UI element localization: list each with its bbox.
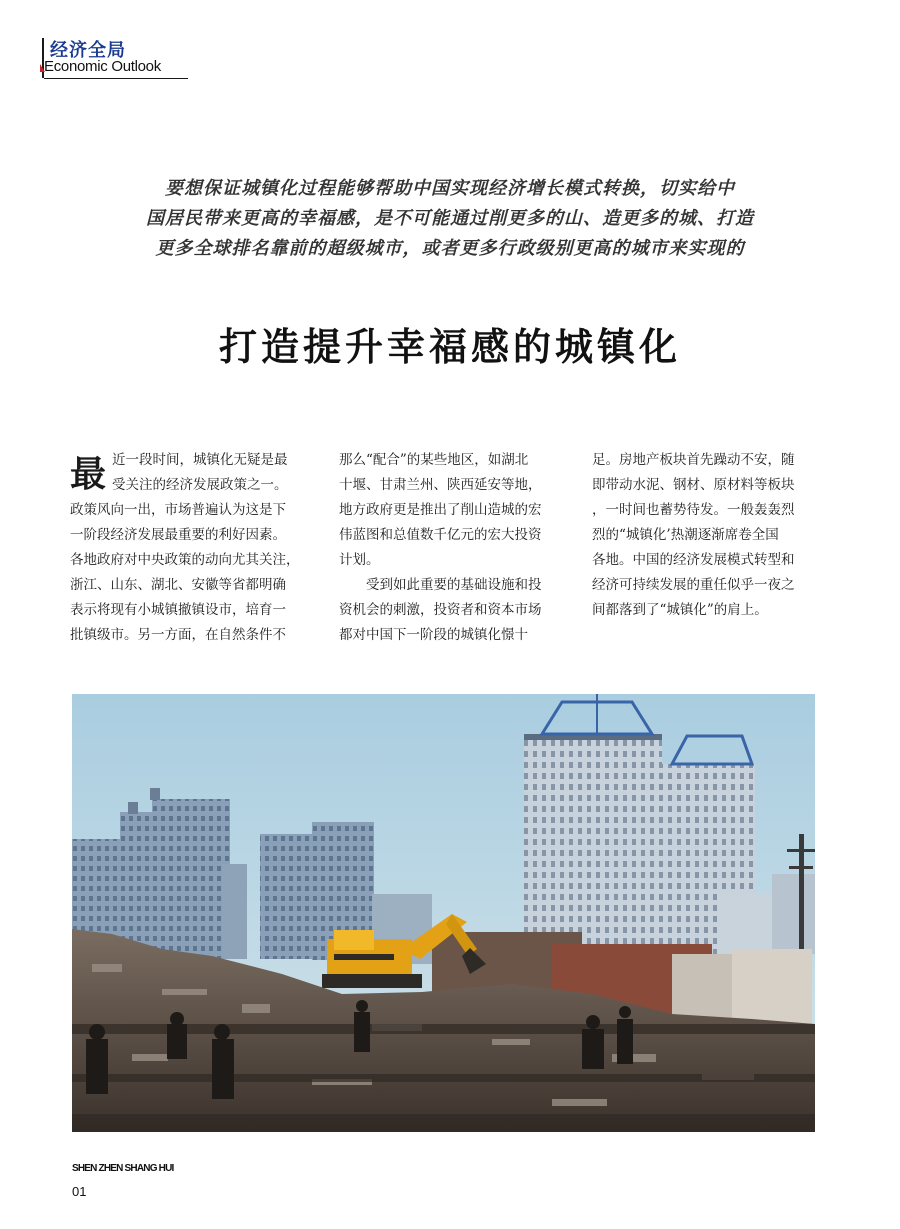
section-title-cn: 经济全局 [50, 40, 126, 61]
section-title-en: Economic Outlook [44, 58, 161, 75]
magazine-name: SHEN ZHEN SHANG HUI [72, 1163, 174, 1174]
page-number: 01 [72, 1184, 87, 1199]
body-line: 近一段时间，城镇化无疑是最 [112, 452, 288, 468]
body-line: 受关注的经济发展政策之一。 [112, 477, 288, 493]
lead-paragraph [120, 174, 780, 264]
article-column-3 [592, 448, 836, 623]
lead-line: 更多全球排名靠前的超级城市，或者更多行政级别更高的城市来实现的 [155, 238, 745, 259]
lead-line: 要想保证城镇化过程能够帮助中国实现经济增长模式转换，切实给中 [165, 178, 735, 199]
body-line: 表示将现有小城镇撤镇设市，培育一 [70, 602, 286, 618]
body-line: 政策风向一出，市场普遍认为这是下 [70, 502, 286, 518]
body-line: 烈的“城镇化’热潮逐渐席卷全国 [592, 527, 779, 543]
body-line: 都对中国下一阶段的城镇化憬十 [339, 627, 528, 643]
body-line: 经济可持续发展的重任似乎一夜之 [592, 577, 795, 593]
body-line: 受到如此重要的基础设施和投 [366, 577, 542, 593]
body-line: 浙江、山东、湖北、安徽等省都明确 [70, 577, 286, 593]
body-line: ，一时间也蓄势待发。一般轰轰烈 [592, 502, 795, 518]
body-line: 一阶段经济发展最重要的利好因素。 [70, 527, 286, 543]
body-line: 批镇级市。另一方面，在自然条件不 [70, 627, 286, 643]
article-column-1 [70, 448, 314, 648]
section-tag-underline [44, 78, 188, 79]
body-line: 伟蓝图和总值数千亿元的宏大投资 [339, 527, 542, 543]
body-line: 各地。中国的经济发展模式转型和 [592, 552, 795, 568]
body-line: 各地政府对中央政策的动向尤其关注， [70, 552, 300, 568]
body-line: 资机会的刺激，投资者和资本市场 [339, 602, 542, 618]
body-line: 地方政府更是推出了削山造城的宏 [339, 502, 542, 518]
lead-line: 国居民带来更高的幸福感，是不可能通过削更多的山、造更多的城、打造 [146, 208, 754, 229]
body-line: 那么“配合”的某些地区，如湖北 [339, 452, 529, 468]
body-line: 十堰、甘肃兰州、陕西延安等地， [339, 477, 542, 493]
demolition-site-photo [72, 694, 815, 1132]
article-title: 打造提升幸福感的城镇化 [218, 324, 681, 369]
drop-cap: 最 [70, 453, 107, 495]
article-column-2 [339, 448, 583, 648]
body-line: 间都落到了“城镇化”的肩上。 [592, 602, 768, 618]
body-line: 即带动水泥、钢材、原材料等板块 [592, 477, 795, 493]
body-line: 足。房地产板块首先躁动不安，随 [592, 452, 795, 468]
body-line: 计划。 [339, 552, 380, 568]
section-tag [40, 36, 188, 80]
